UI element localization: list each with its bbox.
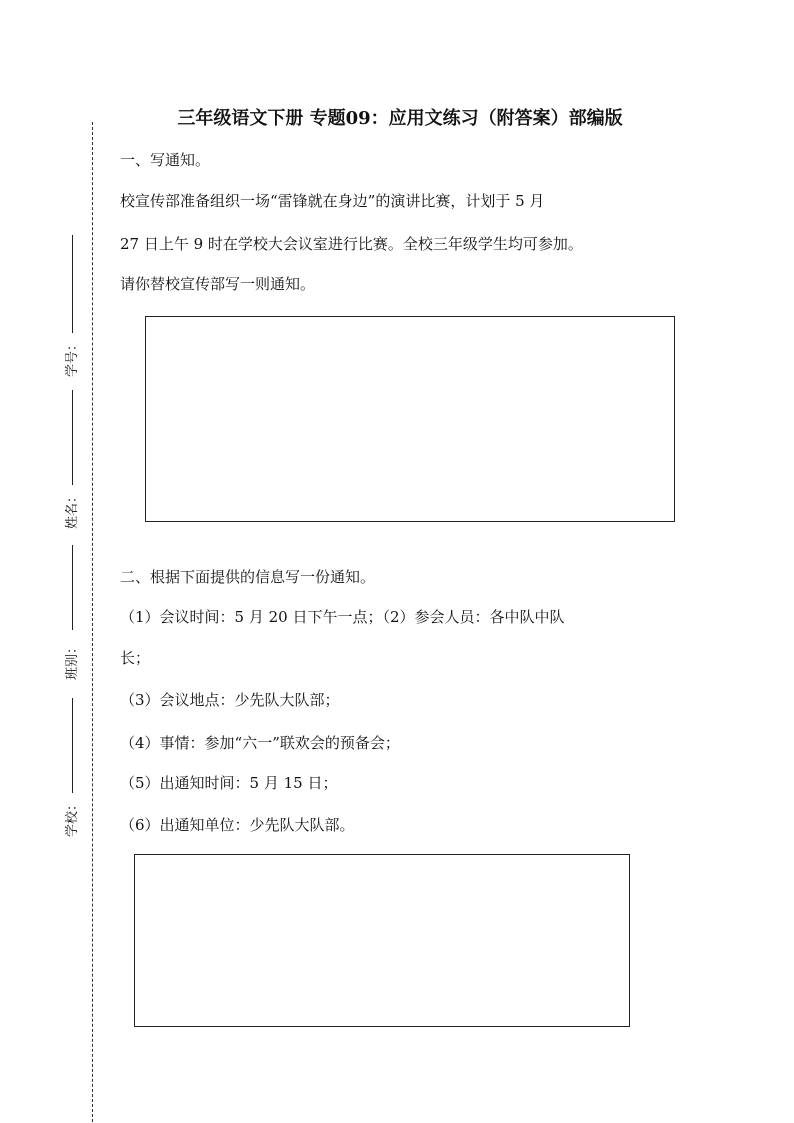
- answer-box-1[interactable]: [145, 316, 675, 522]
- section2-line: （3）会议地点：少先队大队部；: [120, 691, 340, 709]
- class-underline: [72, 545, 73, 630]
- name-label: 姓名：: [65, 489, 80, 529]
- section2-line: （1）会议时间：5 月 20 日下午一点；（2）参会人员：各中队中队: [120, 608, 565, 626]
- class-field[interactable]: [52, 545, 92, 695]
- school-label: 学校：: [65, 797, 80, 837]
- section1-line: 校宣传部准备组织一场“雷锋就在身边”的演讲比赛，计划于 5 月: [120, 192, 545, 210]
- name-underline: [72, 390, 73, 485]
- name-field[interactable]: [52, 390, 92, 540]
- school-underline: [72, 698, 73, 793]
- student-number-field[interactable]: [52, 235, 92, 385]
- section2-line: （6）出通知单位：少先队大队部。: [120, 816, 355, 834]
- section1-line: 请你替校宣传部写一则通知。: [120, 275, 316, 293]
- student-number-label: 学号：: [65, 337, 80, 377]
- section2-line: （5）出通知时间：5 月 15 日；: [120, 774, 338, 792]
- section1-line: 27 日上午 9 时在学校大会议室进行比赛。全校三年级学生均可参加。: [120, 235, 583, 253]
- class-label: 班别：: [65, 640, 80, 680]
- school-field[interactable]: [52, 698, 92, 848]
- section2-line: 长；: [120, 649, 151, 667]
- section2-line: （4）事情：参加“六一”联欢会的预备会；: [120, 734, 400, 752]
- section1-heading: 一、写通知。: [120, 151, 211, 169]
- answer-box-2[interactable]: [134, 854, 630, 1027]
- section2-heading: 二、根据下面提供的信息写一份通知。: [120, 568, 376, 586]
- page-title: 三年级语文下册 专题09：应用文练习（附答案）部编版: [177, 108, 623, 129]
- student-number-underline: [72, 235, 73, 333]
- binding-dashed-line: [92, 122, 93, 1122]
